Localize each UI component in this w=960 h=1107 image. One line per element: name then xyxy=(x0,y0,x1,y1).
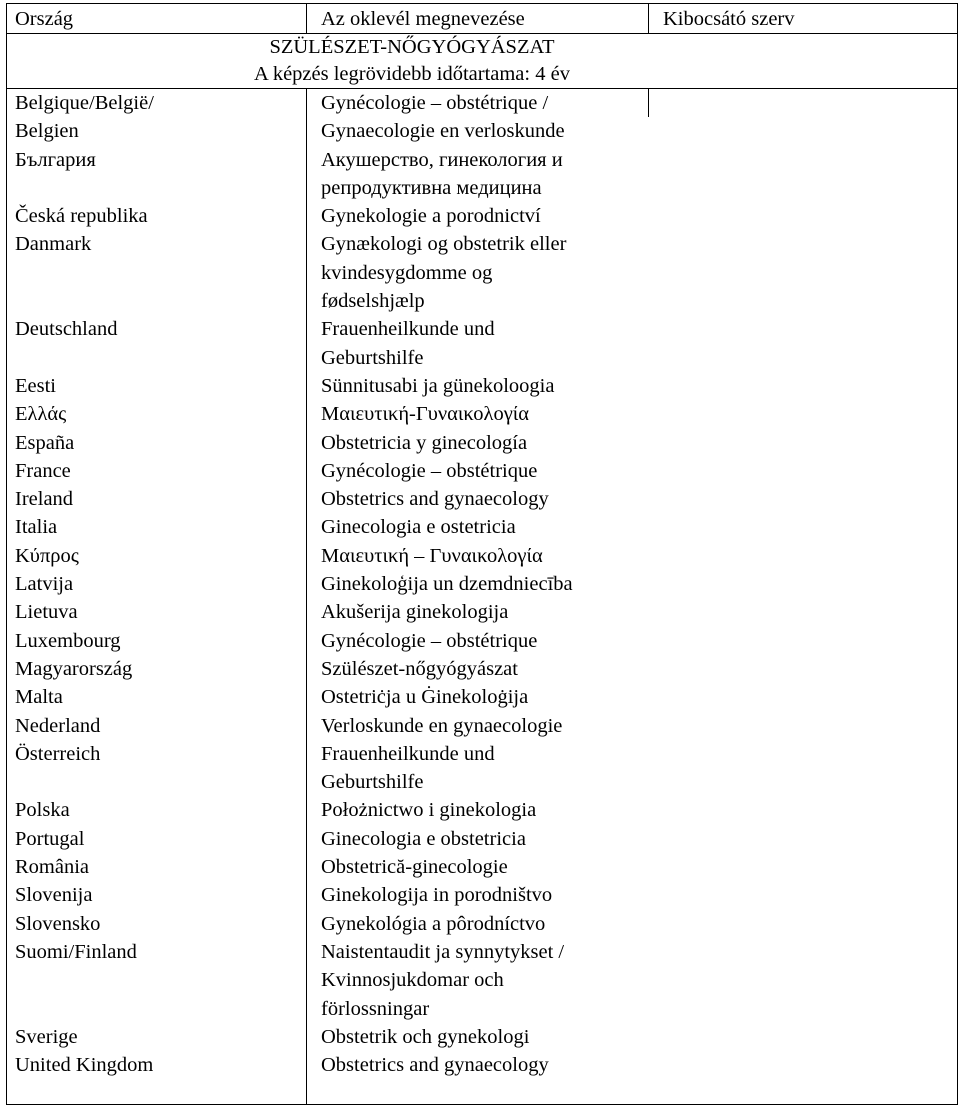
authority-cell xyxy=(655,683,957,711)
authority-cell xyxy=(655,740,957,797)
table-row xyxy=(7,542,957,570)
table-row xyxy=(7,400,957,428)
authority-cell xyxy=(655,1051,957,1079)
diploma-title-cell: Μαιευτική-Γυναικολογία xyxy=(321,403,530,426)
diploma-title-cell: Obstetrik och gynekologi xyxy=(321,1025,530,1048)
country-cell: Nederland xyxy=(15,714,101,737)
country-cell: Deutschland xyxy=(15,318,118,341)
table-row xyxy=(7,230,957,315)
table-row xyxy=(7,712,957,740)
authority-cell xyxy=(655,570,957,598)
table-row xyxy=(7,910,957,938)
diploma-title-cell: Sünnitusabi ja günekoloogia xyxy=(321,374,555,397)
country-cell: Lietuva xyxy=(15,601,78,624)
authority-cell xyxy=(655,938,957,1023)
authority-cell xyxy=(655,825,957,853)
authority-cell xyxy=(655,598,957,626)
diploma-title-cell: Gynækologi og obstetrik eller kvindesygdomme og fødselshjælp xyxy=(321,233,567,313)
authority-cell xyxy=(655,853,957,881)
authority-cell xyxy=(655,89,957,146)
diploma-title-cell: Ginecologia e obstetricia xyxy=(321,827,526,850)
authority-cell xyxy=(655,429,957,457)
authority-cell xyxy=(655,910,957,938)
diploma-title-cell: Obstetrică-ginecologie xyxy=(321,856,508,879)
authority-cell xyxy=(655,627,957,655)
country-cell: Latvija xyxy=(15,573,74,596)
diploma-title-cell: Frauenheilkunde und Geburtshilfe xyxy=(321,318,495,369)
authority-cell xyxy=(655,796,957,824)
authority-cell xyxy=(655,372,957,400)
diploma-title-cell: Ginekoloģija un dzemdniecība xyxy=(321,573,573,596)
table-row xyxy=(7,513,957,541)
diploma-title-cell: Szülészet-nőgyógyászat xyxy=(321,657,518,680)
country-cell: Česká republika xyxy=(15,205,148,228)
header-country: Ország xyxy=(15,8,74,30)
authority-cell xyxy=(655,315,957,372)
authority-cell xyxy=(655,485,957,513)
authority-cell xyxy=(655,202,957,230)
country-cell: Suomi/Finland xyxy=(15,940,137,963)
country-cell: Slovensko xyxy=(15,912,101,935)
diploma-title-cell: Gynécologie – obstétrique xyxy=(321,459,538,482)
min-duration: A képzés legrövidebb időtartama: 4 év xyxy=(254,63,570,85)
authority-cell xyxy=(655,655,957,683)
diploma-title-cell: Ginecologia e ostetricia xyxy=(321,516,516,539)
authority-cell xyxy=(655,457,957,485)
table-row xyxy=(7,1051,957,1079)
table-row xyxy=(7,655,957,683)
country-cell: България xyxy=(15,148,96,171)
country-cell: Ελλάς xyxy=(15,403,67,426)
diploma-title-cell: Akušerija ginekologija xyxy=(321,601,509,624)
country-cell: Slovenija xyxy=(15,884,93,907)
country-cell: Belgique/België/ Belgien xyxy=(15,92,154,143)
diploma-title-cell: Gynécologie – obstétrique xyxy=(321,629,538,652)
header-authority: Kibocsátó szerv xyxy=(663,8,795,30)
table-row xyxy=(7,825,957,853)
diploma-title-cell: Położnictwo i ginekologia xyxy=(321,799,537,822)
country-cell: Ireland xyxy=(15,488,74,511)
table-row xyxy=(7,146,957,203)
table-row xyxy=(7,457,957,485)
diploma-title-cell: Gynekologie a porodnictví xyxy=(321,205,541,228)
diploma-title-cell: Obstetrics and gynaecology xyxy=(321,1054,549,1077)
authority-cell xyxy=(655,400,957,428)
table-row xyxy=(7,485,957,513)
country-cell: Eesti xyxy=(15,374,56,397)
country-cell: United Kingdom xyxy=(15,1054,154,1077)
table-row xyxy=(7,570,957,598)
authority-cell xyxy=(655,1023,957,1051)
authority-cell xyxy=(655,712,957,740)
authority-cell xyxy=(655,230,957,315)
table-row xyxy=(7,1023,957,1051)
authority-cell xyxy=(655,146,957,203)
country-cell: România xyxy=(15,856,90,879)
diploma-title-cell: Frauenheilkunde und Geburtshilfe xyxy=(321,742,495,794)
table-row xyxy=(7,315,957,372)
diploma-title-cell: Gynekológia a pôrodníctvo xyxy=(321,912,546,935)
diploma-title-cell: Ostetriċja u Ġinekoloġija xyxy=(321,686,529,709)
diploma-title-cell: Verloskunde en gynaecologie xyxy=(321,714,563,737)
country-cell: Österreich xyxy=(15,742,101,765)
header-divider xyxy=(306,4,307,34)
column-divider xyxy=(306,89,307,1105)
specialty-block xyxy=(6,33,958,88)
table-row xyxy=(7,627,957,655)
table-row xyxy=(7,796,957,824)
table-row xyxy=(7,429,957,457)
diploma-title-cell: Μαιευτική – Γυναικολογία xyxy=(321,544,543,567)
header-divider xyxy=(648,4,649,34)
country-cell: Malta xyxy=(15,686,63,709)
country-cell: Polska xyxy=(15,799,70,822)
authority-cell xyxy=(655,881,957,909)
authority-cell xyxy=(655,513,957,541)
diploma-title-cell: Obstetrics and gynaecology xyxy=(321,488,549,511)
country-cell: France xyxy=(15,459,71,482)
table-row xyxy=(7,89,957,146)
table-row xyxy=(7,853,957,881)
country-cell: Danmark xyxy=(15,233,92,256)
diploma-title-cell: Obstetricia y ginecología xyxy=(321,431,528,454)
authority-cell xyxy=(655,542,957,570)
country-cell: Magyarország xyxy=(15,657,133,680)
diploma-table xyxy=(6,88,958,1105)
table-row xyxy=(7,938,957,1023)
table-header xyxy=(6,3,958,33)
country-cell: Sverige xyxy=(15,1025,78,1048)
diploma-title-cell: Акушерство, гинекология и репродуктивна медицина xyxy=(321,148,563,199)
country-cell: Italia xyxy=(15,516,58,539)
header-title: Az oklevél megnevezése xyxy=(321,8,525,30)
table-body xyxy=(7,89,957,1079)
table-row xyxy=(7,740,957,797)
diploma-title-cell: Ginekologija in porodništvo xyxy=(321,884,553,907)
country-cell: Luxembourg xyxy=(15,629,121,652)
table-row xyxy=(7,881,957,909)
table-row xyxy=(7,683,957,711)
table-row xyxy=(7,598,957,626)
column-divider xyxy=(648,89,649,117)
country-cell: Portugal xyxy=(15,827,85,850)
country-cell: Κύπρος xyxy=(15,544,79,567)
diploma-title-cell: Naistentaudit ja synnytykset / Kvinnosjukdomar och förlossningar xyxy=(321,940,565,1020)
specialty-title: SZÜLÉSZET-NŐGYÓGYÁSZAT xyxy=(269,36,555,58)
diploma-title-cell: Gynécologie – obstétrique / Gynaecologie en verloskunde xyxy=(321,92,565,143)
country-cell: España xyxy=(15,431,75,454)
table-row xyxy=(7,202,957,230)
table-row xyxy=(7,372,957,400)
